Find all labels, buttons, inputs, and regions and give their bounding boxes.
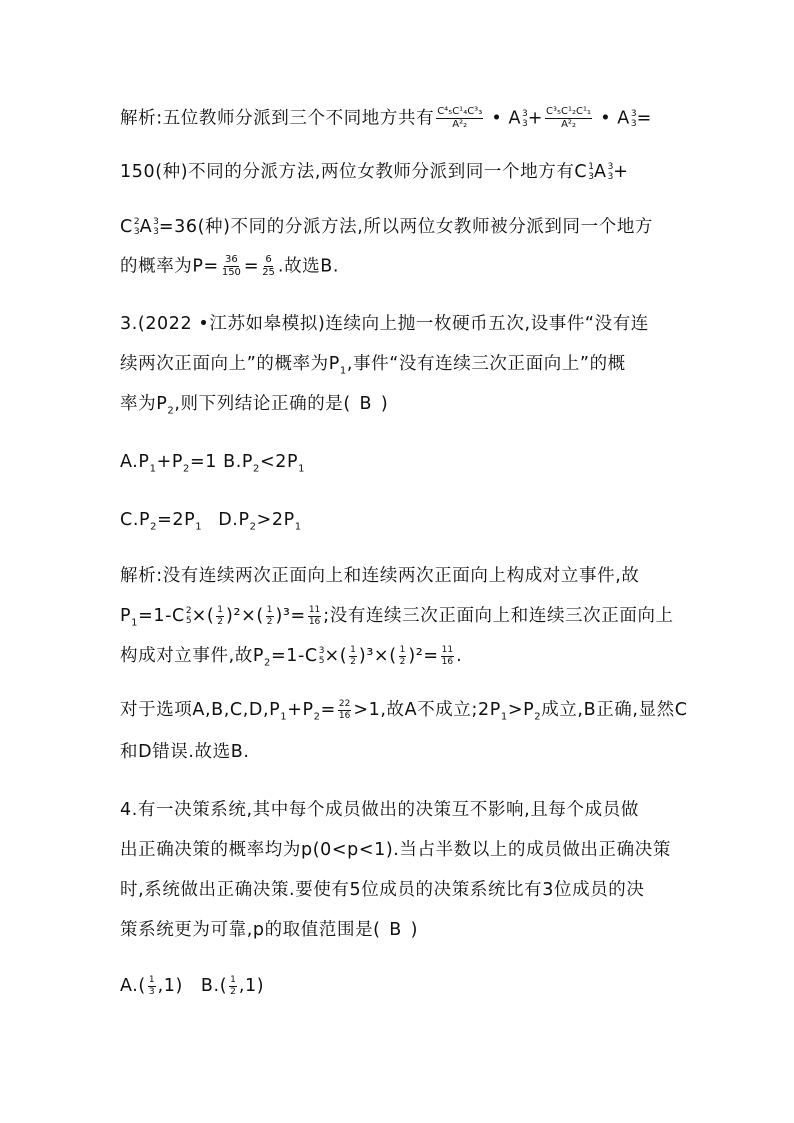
fraction-numerator: 11 — [441, 644, 454, 655]
solution-3-line-3 — [120, 644, 462, 668]
subscript: 3 — [133, 227, 140, 237]
fraction-numerator: 11 — [308, 604, 321, 615]
text: B.( — [200, 976, 228, 996]
fraction-numerator: 1 — [266, 604, 273, 615]
subscript: 3 — [607, 172, 614, 182]
text: 和D错误.故选B. — [120, 742, 250, 762]
text: + — [527, 108, 544, 129]
subscript: 2 — [249, 521, 257, 533]
superscript: 3 — [153, 217, 159, 227]
subscript: 1 — [500, 711, 508, 723]
text: + — [613, 162, 629, 182]
subscript: 2 — [264, 657, 271, 669]
superscript: 3 — [607, 162, 614, 172]
superscript: 2 — [185, 606, 192, 616]
subscript: 2 — [253, 463, 261, 475]
text: = — [636, 108, 652, 129]
text: 率为P — [120, 394, 168, 414]
subscript: 1 — [339, 365, 347, 377]
fraction-numerator: C³₅C¹₂C¹₁ — [546, 106, 592, 117]
text: 策系统更为可靠,p的取值范围是( — [120, 920, 381, 940]
fraction-denominator: 25 — [262, 267, 275, 278]
fraction-denominator: 2 — [350, 656, 356, 667]
fraction — [399, 645, 407, 668]
subscript: 1 — [298, 463, 306, 475]
fraction-denominator: 2 — [230, 986, 236, 997]
text: =1-C — [138, 606, 185, 626]
solution-line-2 — [120, 160, 629, 184]
fraction-numerator: 1 — [217, 604, 224, 615]
text: 解析:没有连续两次正面向上和连续两次正面向上构成对立事件,故 — [120, 566, 640, 586]
text: )³×( — [358, 646, 397, 666]
fraction-numerator: 1 — [350, 644, 356, 655]
fraction — [148, 975, 156, 998]
text: C — [120, 217, 133, 237]
subscript: 1 — [195, 521, 203, 533]
fraction-numerator: 1 — [230, 974, 236, 985]
text: +P — [156, 452, 183, 472]
question-3-line-1 — [120, 312, 649, 336]
text: • A — [485, 108, 522, 129]
text: =2P — [157, 510, 196, 530]
fraction — [216, 605, 224, 628]
fraction — [436, 106, 483, 131]
text: 构成对立事件,故P — [120, 646, 265, 666]
fraction — [261, 254, 276, 279]
text: A — [139, 217, 153, 237]
text: =1-C — [270, 646, 318, 666]
subscript: 3 — [588, 172, 594, 182]
text: )²= — [408, 646, 439, 666]
subscript: 5 — [185, 616, 192, 626]
text: 对于选项A,B,C,D,P — [120, 700, 281, 720]
fraction-denominator: A²₂ — [561, 119, 576, 130]
subscript: 2 — [534, 711, 542, 723]
subscript: 3 — [153, 227, 159, 237]
solution-line-1 — [120, 106, 652, 131]
text: =1 B.P — [189, 452, 254, 472]
superscript: 2 — [133, 217, 140, 227]
text: 成立,B正确,显然C — [541, 700, 688, 720]
fraction-numerator: 22 — [338, 698, 351, 709]
text: . — [456, 646, 463, 666]
superscript: 3 — [630, 108, 637, 119]
text: +P — [287, 700, 314, 720]
subscript: 1 — [294, 521, 302, 533]
question-4-line-4 — [120, 918, 418, 942]
fraction — [441, 645, 454, 668]
fraction — [545, 106, 592, 131]
text: 150(种)不同的分派方法,两位女教师分派到同一个地方有C — [120, 162, 588, 182]
fraction — [221, 254, 242, 279]
fraction-denominator: A²₂ — [452, 119, 468, 130]
subscript: 1 — [149, 463, 157, 475]
superscript: 3 — [522, 108, 528, 119]
subscript: 2 — [150, 521, 158, 533]
subscript: 1 — [131, 617, 139, 629]
text: )²×( — [226, 606, 264, 626]
fraction — [338, 699, 351, 722]
fraction — [229, 975, 237, 998]
text: .故选B. — [277, 256, 340, 277]
fraction-numerator: 36 — [225, 254, 238, 265]
text: ×( — [324, 646, 348, 666]
text: ;没有连续三次正面向上和连续三次正面向上 — [323, 606, 674, 626]
subscript: 5 — [318, 656, 325, 666]
fraction-numerator: 1 — [148, 974, 155, 985]
fraction-numerator: 6 — [265, 254, 272, 265]
fraction-numerator: C⁴₅C¹₄C³₃ — [437, 106, 483, 117]
fraction-denominator: 2 — [217, 616, 224, 627]
text: D.P — [218, 510, 250, 530]
subscript: 3 — [630, 118, 637, 129]
question-4-line-1 — [120, 798, 639, 822]
text: ,则下列结论正确的是( — [174, 394, 351, 414]
text: <2P — [260, 452, 299, 472]
fraction-denominator: 2 — [266, 616, 273, 627]
text: P — [120, 606, 132, 626]
fraction-denominator: 16 — [308, 616, 321, 627]
text: ,1) — [238, 976, 265, 996]
text: =36(种)不同的分派方法,所以两位女教师被分派到同一个地方 — [158, 217, 654, 237]
text: ,事件“没有连续三次正面向上”的概 — [346, 354, 626, 374]
solution-line-3 — [120, 215, 653, 239]
text: >P — [507, 700, 535, 720]
fraction-denominator: 150 — [221, 267, 241, 278]
analysis-line-2 — [120, 740, 250, 764]
text: ,1) — [157, 976, 183, 996]
subscript: 2 — [182, 463, 190, 475]
fraction-denominator: 16 — [338, 710, 351, 721]
text: 续两次正面向上”的概率为P — [120, 354, 340, 374]
text: C.P — [120, 510, 151, 530]
text: ) — [380, 394, 389, 414]
analysis-line-1 — [120, 698, 688, 722]
options-cd — [120, 508, 302, 532]
solution-3-line-2 — [120, 604, 674, 628]
text: 时,系统做出正确决策.要使有5位成员的决策系统比有3位成员的决 — [120, 880, 645, 900]
text: A.P — [120, 452, 150, 472]
subscript: 2 — [313, 711, 321, 723]
fraction-denominator: 2 — [399, 656, 406, 667]
fraction-denominator: 16 — [441, 656, 454, 667]
text: A — [593, 162, 607, 182]
text: = — [320, 700, 336, 720]
text: = — [243, 256, 260, 277]
superscript: 1 — [588, 162, 594, 172]
options-ab — [120, 450, 305, 474]
question-4-line-2 — [120, 838, 671, 862]
text: 出正确决策的概率均为p(0<p<1).当占半数以上的成员做出正确决策 — [120, 840, 671, 860]
solution-line-4 — [120, 254, 339, 279]
text: 的概率为P= — [120, 256, 219, 277]
text: 解析:五位教师分派到三个不同地方共有 — [120, 108, 435, 129]
fraction — [349, 645, 357, 668]
answer-blank: B — [389, 920, 402, 940]
text: )³= — [275, 606, 306, 626]
subscript: 1 — [280, 711, 288, 723]
text: >2P — [256, 510, 295, 530]
fraction-denominator: 3 — [148, 986, 155, 997]
text: >1,故A不成立;2P — [353, 700, 501, 720]
text: A.( — [120, 976, 146, 996]
text: 4.有一决策系统,其中每个成员做出的决策互不影响,且每个成员做 — [120, 800, 639, 820]
question-3-line-2 — [120, 352, 626, 376]
fraction — [266, 605, 274, 628]
superscript: 3 — [318, 646, 325, 656]
answer-blank: B — [359, 394, 373, 414]
fraction-numerator: 1 — [399, 644, 406, 655]
question-4-line-3 — [120, 878, 645, 902]
text: ×( — [191, 606, 215, 626]
text: • A — [594, 108, 630, 129]
solution-3-line-1 — [120, 564, 639, 588]
subscript: 3 — [522, 118, 528, 129]
fraction — [308, 605, 321, 628]
options-q4 — [120, 974, 264, 998]
question-3-line-3 — [120, 392, 388, 416]
text: 3.(2022 •江苏如皋模拟)连续向上抛一枚硬币五次,设事件“没有连 — [120, 314, 649, 334]
subscript: 2 — [167, 405, 175, 417]
text: ) — [410, 920, 419, 940]
